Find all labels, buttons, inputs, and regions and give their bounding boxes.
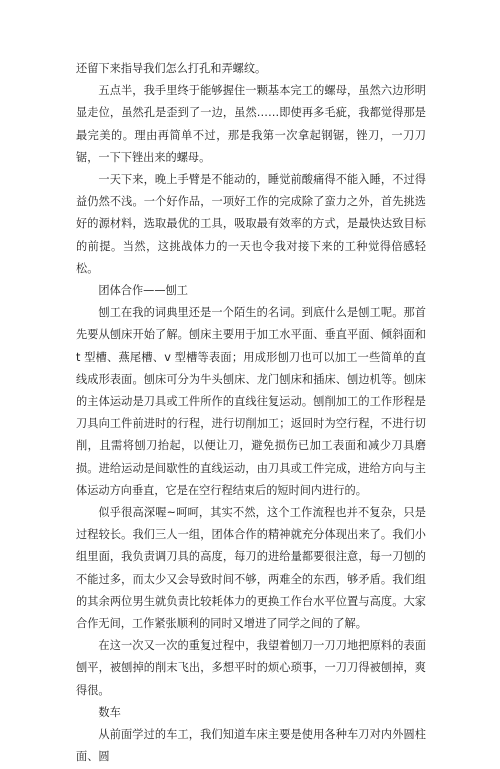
section-heading-cnc-lathe: 数车 [98, 705, 121, 719]
paragraph-6: 在这一次又一次的重复过程中，我望着刨刀一刀刀地把原料的表面刨平，被刨掉的削末飞出，多想平时的烦心琐事，一刀刀得被刨掉，爽得很。 [76, 639, 426, 697]
section-heading-planing: 团体合作——刨工 [98, 284, 188, 298]
paragraph-3: 一天下来，晚上手臂是不能动的，睡觉前酸痛得不能入睡，不过得益仍然不浅。一个好作品，一项好工作的完成除了蛮力之外，首先挑选好的源材料，选取最优的工具，吸取最有效率的方式，是最快达致目标的前提。当然，这挑战体力的一天也令我对接下来的工种觉得倍感轻松。 [76, 173, 426, 275]
paragraph-5: 似乎很高深喔~呵呵，其实不然，这个工作流程也并不复杂，只是过程较长。我们三人一组，团体合作的精神就充分体现出来了。我们小组里面，我负责调刀具的高度，每刀的进给量都要很注意，每一刀刨的不能过多，而太少又会导致时间不够，两难全的东西，够矛盾。我们组的其余两位男生就负责比较耗体力的更换工作台水平位置与高度。大家合作无间，工作紧张顺利的同时又增进了同学之间的了解。 [76, 506, 426, 631]
paragraph-4: 刨工在我的词典里还是一个陌生的名词。到底什么是刨工呢。那首先要从刨床开始了解。刨床主要用于加工水平面、垂直平面、倾斜面和 t 型槽、燕尾槽、v 型槽等表面；用成形刨刀也可以加工一些简单的直线成形表面。刨床可分为牛头刨床、龙门刨床和插床、刨边机等。刨床的主体运动是刀具或工件所作的直线往复运动。刨削加工的工作形程是刀具向工件前进时的行程，进行切削加工；返回时为空行程，不进行切削，且需将刨刀抬起，以便让刀，避免损伤已加工表面和减少刀具磨损。进给运动是间歇性的直线运动，由刀具或工件完成，进给方向与主体运动方向垂直，它是在空行程结束后的短时间内进行的。 [76, 306, 426, 497]
paragraph-2: 五点半，我手里终于能够握住一颗基本完工的螺母，虽然六边形明显走位，虽然孔是歪到了一边，虽然……即使再多毛疵，我都觉得那是最完美的。理由再简单不过，那是我第一次拿起钢锯，锉刀，一刀刀锯，一下下锉出来的螺母。 [76, 84, 426, 164]
paragraph-1: 还留下来指导我们怎么打孔和弄螺纹。 [76, 62, 267, 75]
paragraph-7: 从前面学过的车工，我们知道车床主要是使用各种车刀对内外圆柱面、圆 [76, 728, 426, 764]
